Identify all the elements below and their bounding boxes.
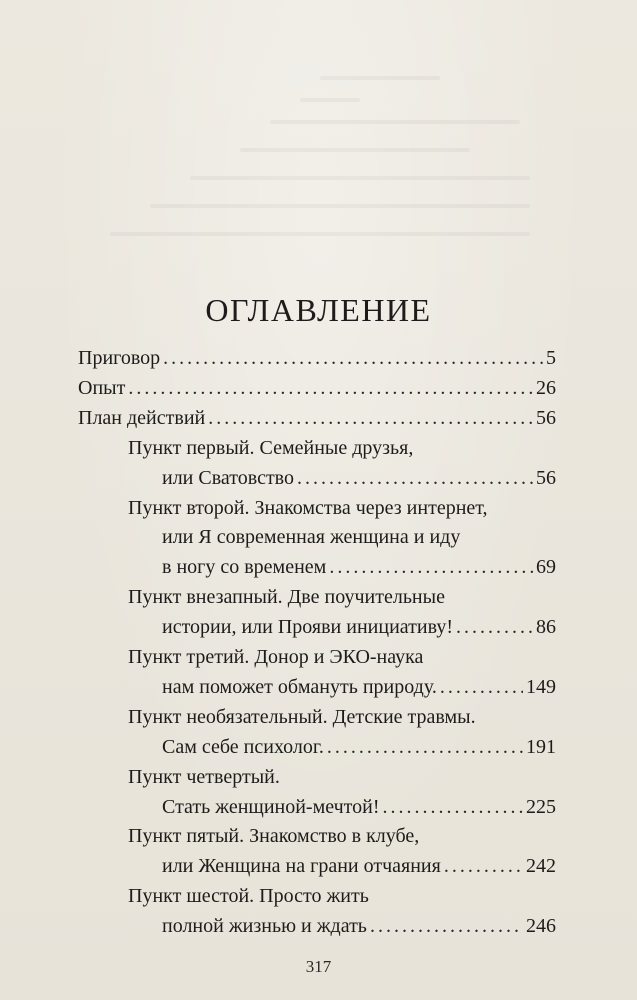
toc-entry-title: Стать женщиной-мечтой! [162,795,380,818]
dot-leader [440,672,523,702]
toc-entry-title: Пункт пятый. Знакомство в клубе, [128,825,420,848]
dot-leader [128,373,533,403]
toc-entry [162,732,556,762]
dot-leader [383,792,523,822]
toc-entry-title: Приговор [78,347,161,369]
page-number: 317 [305,957,332,976]
toc-title: ОГЛАВЛЕНИЕ [205,292,432,328]
toc-entry-line [128,642,423,672]
toc-entry-title: Опыт [78,376,126,399]
toc-page-number: 86 [536,616,556,639]
toc-entry-title: Пункт первый. Семейные друзья, [128,436,414,459]
toc-entry-line [128,702,476,732]
toc-page-number: 191 [526,735,556,758]
toc-entry-title: Пункт третий. Донор и ЭКО-наука [128,646,424,668]
toc-entry-title: Пункт четвертый. [128,765,280,788]
toc-entry [162,792,556,822]
toc-entry [162,911,556,941]
toc-entry-title: нам поможет обмануть природу. [162,675,437,698]
toc-entry [78,373,556,403]
toc-entry-title: Пункт шестой. Просто жить [128,885,369,908]
toc-page-number: 26 [536,376,556,399]
dot-leader [297,463,533,493]
toc-page-number: 246 [526,915,556,938]
toc-page-number: 5 [546,347,556,369]
toc-entry-line [128,582,445,612]
dot-leader [208,403,533,433]
dot-leader [163,343,543,373]
toc-page-number: 242 [526,855,556,878]
toc-entry [78,343,556,373]
toc-entry-line [128,821,419,851]
dot-leader [370,911,523,941]
dot-leader [444,851,523,881]
toc-entry-title: полной жизнью и ждать [162,915,367,938]
dot-leader [456,612,533,642]
toc-page-number: 56 [536,406,556,429]
toc-entry [162,463,556,493]
toc-entry-title: или Сватовство [162,466,294,489]
dot-leader [329,552,533,582]
toc-entry-line [128,762,280,792]
toc-entry [162,672,556,702]
toc-entry [162,851,556,881]
toc-page-number: 56 [536,466,556,489]
toc-entry-title: истории, или Прояви инициативу! [162,616,453,639]
toc-entry-line [128,433,413,463]
toc-entry [162,612,556,642]
toc-entry-title: Пункт необязательный. Детские травмы. [128,705,476,728]
toc-entry [78,403,556,433]
toc-page-number: 69 [536,556,556,579]
dot-leader [327,732,523,762]
toc-entry-line [162,522,460,552]
toc-entry-line [128,881,369,911]
toc-entry-title: в ногу со временем [162,556,327,579]
toc-entry-title: Пункт внезапный. Две поучительные [128,586,445,609]
toc-entry-title: или Я современная женщина и иду [162,526,461,549]
toc-entry [162,552,556,582]
toc-page-number: 225 [526,795,556,818]
toc-entry-title: План действий [78,406,206,429]
toc-entry-line [128,493,488,523]
toc-entry-title: Сам себе психолог. [162,735,324,758]
toc-page-number: 149 [526,675,556,698]
toc-entry-title: или Женщина на грани отчаяния [162,855,441,878]
toc-entry-title: Пункт второй. Знакомства через интернет, [128,496,488,519]
